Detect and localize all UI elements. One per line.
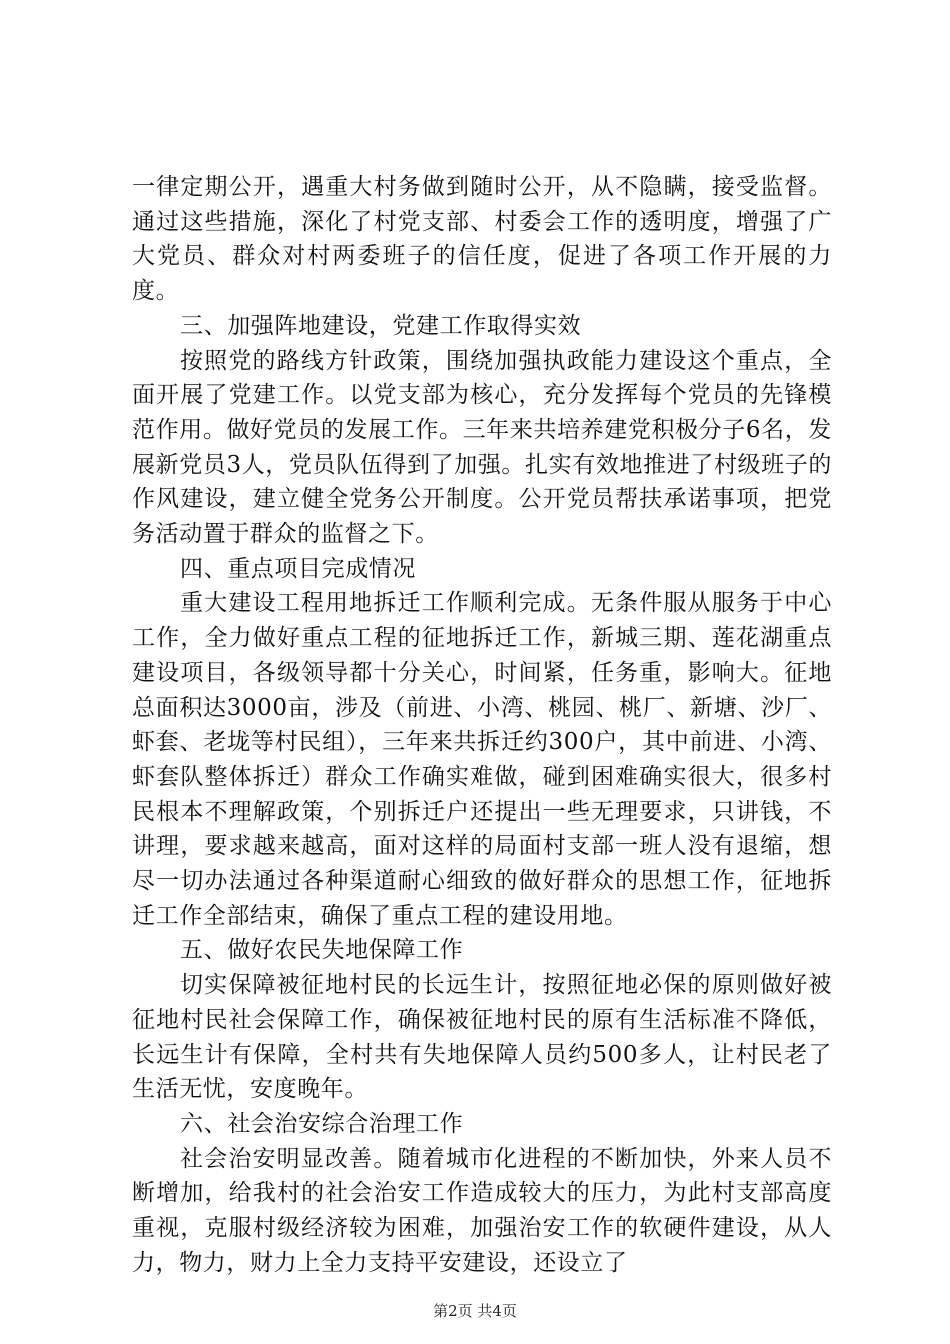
paragraph-key-projects: 重大建设工程用地拆迁工作顺利完成。无条件服从服务于中心工作，全力做好重点工程的征地拆迁工作，新城三期、莲花湖重点建设项目，各级领导都十分关心，时间紧，任务重，影响大。征地总面积达3000亩，涉及（前进、小湾、桃园、桃厂、新塘、沙厂、虾套、老垅等村民组），三年来共拆迁约300户，其中前进、小湾、虾套队整体拆迁）群众工作确实难做，碰到困难确实很大，很多村民根本不理解政策，个别拆迁户还提出一些无理要求，只讲钱，不讲理，要求越来越高，面对这样的局面村支部一班人没有退缩，想尽一切办法通过各种渠道耐心细致的做好群众的思想工作，征地拆迁工作全部结束，确保了重点工程的建设用地。 <box>132 590 832 929</box>
paragraph-party-building: 按照党的路线方针政策，围绕加强执政能力建设这个重点，全面开展了党建工作。以党支部为核心，充分发挥每个党员的先锋模范作用。做好党员的发展工作。三年来共培养建党积极分子6名，发展新党员3人，党员队伍得到了加强。扎实有效地推进了村级班子的作风建设，建立健全党务公开制度。公开党员帮扶承诺事项，把党务活动置于群众的监督之下。 <box>132 347 832 548</box>
section-heading-6: 六、社会治安综合治理工作 <box>180 1110 464 1137</box>
section-heading-3: 三、加强阵地建设，党建工作取得实效 <box>180 312 582 339</box>
page-number-footer: 第2页 共4页 <box>433 1302 517 1320</box>
paragraph-public-security: 社会治安明显改善。随着城市化进程的不断加快，外来人员不断增加，给我村的社会治安工作造成较大的压力，为此村支部高度重视，克服村级经济较为困难，加强治安工作的软硬件建设，从人力，物力，财力上全力支持平安建设，还设立了 <box>132 1145 832 1276</box>
document-body <box>132 170 832 1281</box>
paragraph-land-security: 切实保障被征地村民的长远生计，按照征地必保的原则做好被征地村民社会保障工作，确保被征地村民的原有生活标准不降低，长远生计有保障，全村共有失地保障人员约500多人，让村民老了生活无忧，安度晚年。 <box>132 972 832 1103</box>
section-heading-4: 四、重点项目完成情况 <box>180 555 416 582</box>
section-heading-5: 五、做好农民失地保障工作 <box>180 937 464 964</box>
paragraph-continuation: 一律定期公开，遇重大村务做到随时公开，从不隐瞒，接受监督。通过这些措施，深化了村党支部、村委会工作的透明度，增强了广大党员、群众对村两委班子的信任度，促进了各项工作开展的力度。 <box>132 174 832 305</box>
